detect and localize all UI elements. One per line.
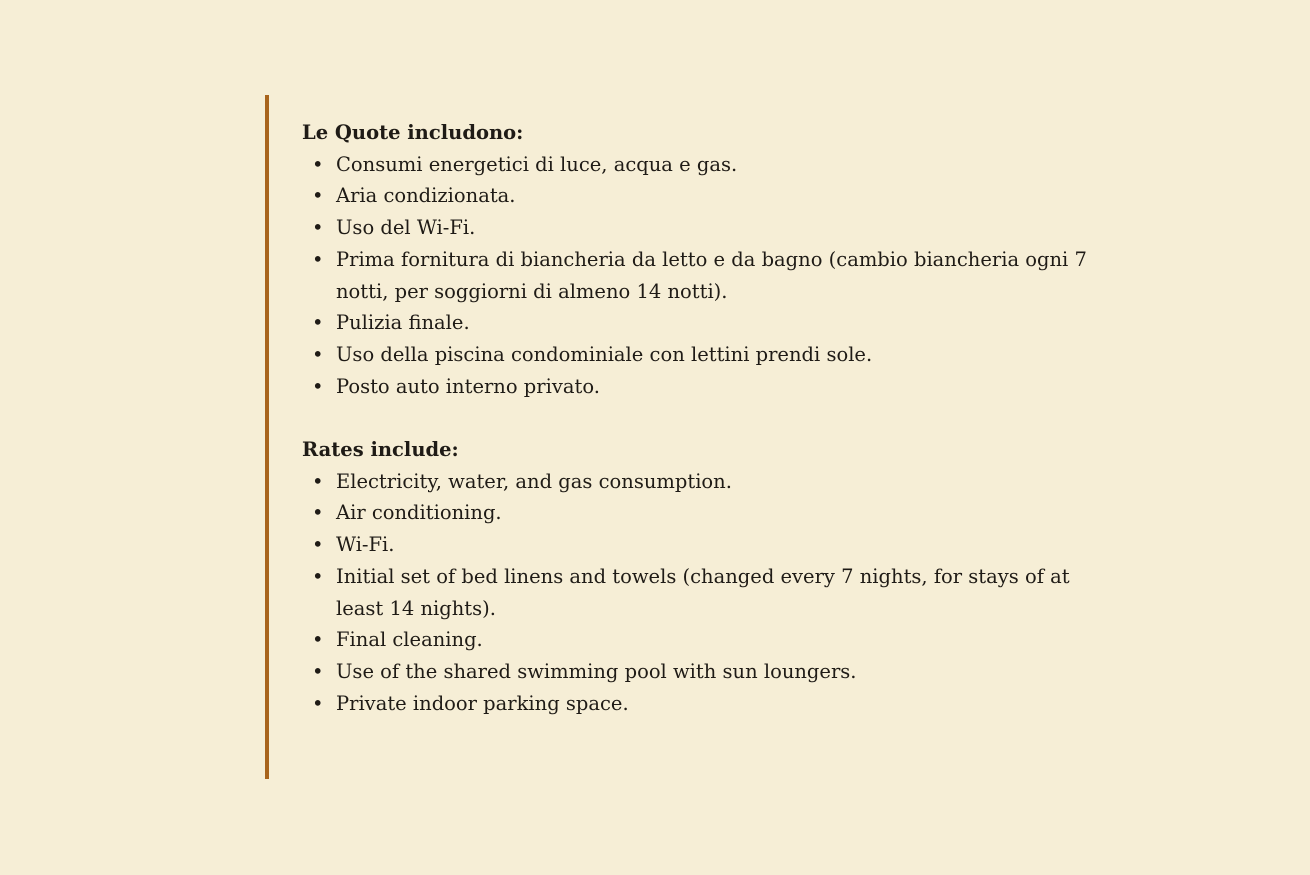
bullet-icon: • (312, 469, 324, 493)
list-item-text: Private indoor parking space. (336, 691, 629, 715)
bullet-icon: • (312, 342, 324, 366)
list-item-text: Initial set of bed linens and towels (changed every 7 nights, for stays of at least 14 nights). (336, 564, 1070, 620)
list-item (302, 244, 1092, 307)
list-item-text: Uso della piscina condominiale con lettini prendi sole. (336, 342, 873, 366)
list-italian (302, 149, 1092, 403)
bullet-icon: • (312, 311, 324, 335)
list-item (302, 149, 1092, 181)
bullet-icon: • (312, 247, 324, 271)
list-item (302, 371, 1092, 403)
list-item-text: Electricity, water, and gas consumption. (336, 469, 732, 493)
section-heading-english: Rates include: (302, 438, 459, 462)
bullet-icon: • (312, 152, 324, 176)
list-item-text: Pulizia finale. (336, 311, 470, 335)
list-item (302, 497, 1092, 529)
section-heading-italian: Le Quote includono: (302, 121, 524, 144)
list-item (302, 212, 1092, 244)
list-item (302, 529, 1092, 561)
list-item (302, 656, 1092, 688)
list-item-text: Prima fornitura di biancheria da letto e da bagno (cambio biancheria ogni 7 notti, per soggiorni di almeno 14 notti). (336, 247, 1087, 303)
bullet-icon: • (312, 691, 324, 715)
list-item (302, 688, 1092, 720)
list-item-text: Final cleaning. (336, 628, 483, 652)
list-item-text: Air conditioning. (336, 501, 502, 525)
list-item (302, 561, 1092, 624)
bullet-icon: • (312, 533, 324, 557)
bullet-icon: • (312, 564, 324, 588)
list-item (302, 339, 1092, 371)
rates-content (302, 117, 1092, 719)
accent-rule (265, 95, 269, 779)
list-english (302, 466, 1092, 720)
list-item (302, 307, 1092, 339)
bullet-icon: • (312, 216, 324, 240)
list-item-text: Posto auto interno privato. (336, 374, 600, 398)
list-item-text: Consumi energetici di luce, acqua e gas. (336, 152, 738, 176)
bullet-icon: • (312, 501, 324, 525)
bullet-icon: • (312, 628, 324, 652)
bullet-icon: • (312, 659, 324, 683)
bullet-icon: • (312, 184, 324, 208)
list-item-text: Use of the shared swimming pool with sun loungers. (336, 659, 857, 683)
list-item-text: Uso del Wi-Fi. (336, 216, 476, 240)
list-item (302, 624, 1092, 656)
section-spacer (302, 402, 1092, 434)
list-item-text: Aria condizionata. (336, 184, 516, 208)
list-item (302, 180, 1092, 212)
list-item-text: Wi-Fi. (336, 533, 395, 557)
list-item (302, 466, 1092, 498)
bullet-icon: • (312, 374, 324, 398)
